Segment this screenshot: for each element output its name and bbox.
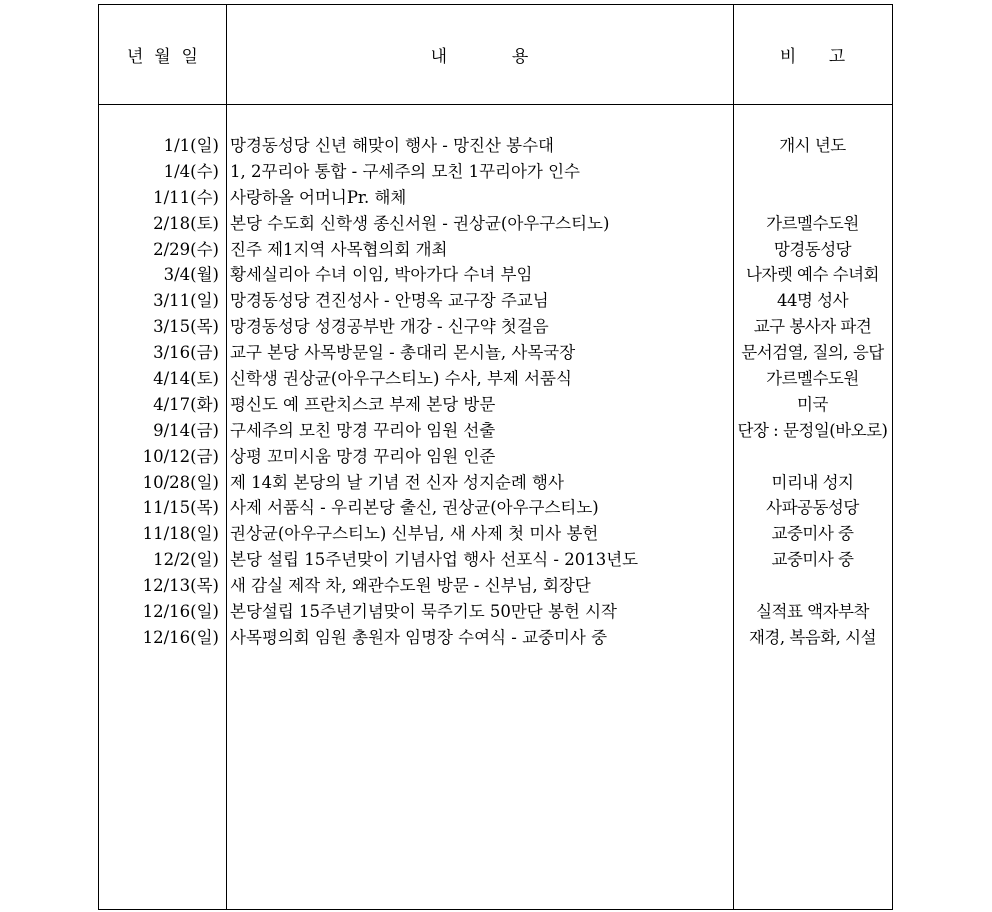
row-note: 나자렛 예수 수녀회 — [745, 265, 879, 285]
table-row — [99, 467, 892, 493]
row-content: 망경동성당 신년 해맞이 행사 - 망진산 봉수대 — [230, 136, 554, 155]
row-note: 44명 성사 — [776, 291, 849, 311]
row-note: 가르멜수도원 — [766, 213, 859, 233]
table-row — [99, 234, 892, 260]
row-date: 3/15(목) — [153, 317, 219, 337]
history-table — [98, 4, 893, 910]
row-note: 미리내 성지 — [771, 472, 854, 492]
row-date: 1/1(일) — [163, 136, 219, 155]
table-row — [99, 544, 892, 570]
row-content: 진주 제1지역 사목협의회 개최 — [230, 239, 448, 259]
row-date: 12/2(일) — [153, 550, 219, 570]
row-date: 2/18(토) — [153, 213, 219, 233]
header-date: 년 월 일 — [127, 47, 198, 67]
row-note: 실적표 액자부착 — [756, 602, 869, 622]
row-note: 단장 : 문정일(바오로) — [737, 420, 888, 440]
row-date: 11/15(목) — [142, 498, 219, 518]
row-note: 교중미사 중 — [771, 524, 854, 544]
table-row — [99, 182, 892, 208]
row-content: 제 14회 본당의 날 기념 전 신자 성지순례 행사 — [230, 472, 564, 492]
table-row — [99, 389, 892, 415]
row-content: 본당 수도회 신학생 종신서원 - 권상균(아우구스티노) — [230, 213, 610, 233]
table-row — [99, 492, 892, 518]
row-date: 12/16(일) — [142, 602, 219, 622]
header-content: 내 용 — [430, 47, 529, 67]
row-date: 12/16(일) — [142, 627, 219, 647]
row-date: 1/11(수) — [153, 187, 219, 207]
table-row — [99, 130, 892, 156]
table-row — [99, 156, 892, 182]
row-content: 본당설립 15주년기념맞이 묵주기도 50만단 봉헌 시작 — [230, 602, 617, 622]
row-date: 3/16(금) — [153, 343, 219, 363]
row-date: 4/17(화) — [153, 394, 219, 414]
row-content: 망경동성당 성경공부반 개강 - 신구약 첫걸음 — [230, 317, 549, 337]
table-row — [99, 596, 892, 622]
row-content: 구세주의 모친 망경 꾸리아 임원 선출 — [230, 420, 496, 440]
row-note: 교구 봉사자 파견 — [753, 317, 872, 337]
row-content: 망경동성당 견진성사 - 안명옥 교구장 주교님 — [230, 291, 549, 311]
row-content: 사목평의회 임원 총원자 임명장 수여식 - 교중미사 중 — [230, 627, 608, 647]
row-note: 개시 년도 — [779, 136, 846, 155]
header-note: 비 고 — [779, 47, 846, 67]
row-date: 3/4(월) — [163, 265, 219, 285]
row-date: 2/29(수) — [153, 239, 219, 259]
table-row — [99, 518, 892, 544]
table-row — [99, 337, 892, 363]
row-content: 황세실리아 수녀 이임, 박아가다 수녀 부임 — [230, 265, 533, 285]
table-body — [99, 130, 892, 648]
row-content: 1, 2꾸리아 통합 - 구세주의 모친 1꾸리아가 인수 — [230, 161, 580, 181]
row-content: 사랑하올 어머니Pr. 해체 — [230, 187, 407, 207]
table-row — [99, 441, 892, 467]
table-row — [99, 415, 892, 441]
table-row — [99, 363, 892, 389]
row-date: 12/13(목) — [142, 576, 219, 596]
row-date: 3/11(일) — [153, 291, 219, 311]
row-content: 교구 본당 사목방문일 - 총대리 몬시뇰, 사목국장 — [230, 343, 576, 363]
row-content: 신학생 권상균(아우구스티노) 수사, 부제 서품식 — [230, 369, 572, 389]
row-content: 상평 꼬미시움 망경 꾸리아 임원 인준 — [230, 446, 496, 466]
row-content: 새 감실 제작 차, 왜관수도원 방문 - 신부님, 회장단 — [230, 576, 591, 596]
row-note: 교중미사 중 — [771, 550, 854, 570]
row-content: 본당 설립 15주년맞이 기념사업 행사 선포식 - 2013년도 — [230, 550, 639, 570]
row-date: 1/4(수) — [163, 161, 219, 181]
row-note: 사파공동성당 — [766, 498, 859, 518]
row-date: 11/18(일) — [142, 524, 219, 544]
table-row — [99, 259, 892, 285]
table-row — [99, 570, 892, 596]
row-date: 10/12(금) — [142, 446, 219, 466]
row-content: 평신도 예 프란치스코 부제 본당 방문 — [230, 394, 496, 414]
row-date: 9/14(금) — [153, 420, 219, 440]
table-row — [99, 208, 892, 234]
row-date: 4/14(토) — [153, 369, 219, 389]
row-content: 사제 서품식 - 우리본당 출신, 권상균(아우구스티노) — [230, 498, 599, 518]
row-note: 재경, 복음화, 시설 — [748, 627, 877, 647]
row-note: 가르멜수도원 — [766, 369, 859, 389]
row-note: 문서검열, 질의, 응답 — [741, 343, 884, 363]
table-row — [99, 622, 892, 648]
row-content: 권상균(아우구스티노) 신부님, 새 사제 첫 미사 봉헌 — [230, 524, 599, 544]
table-row — [99, 311, 892, 337]
row-note: 미국 — [797, 394, 828, 414]
table-row — [99, 285, 892, 311]
row-note: 망경동성당 — [773, 239, 852, 259]
row-date: 10/28(일) — [142, 472, 219, 492]
header-divider — [99, 104, 892, 105]
